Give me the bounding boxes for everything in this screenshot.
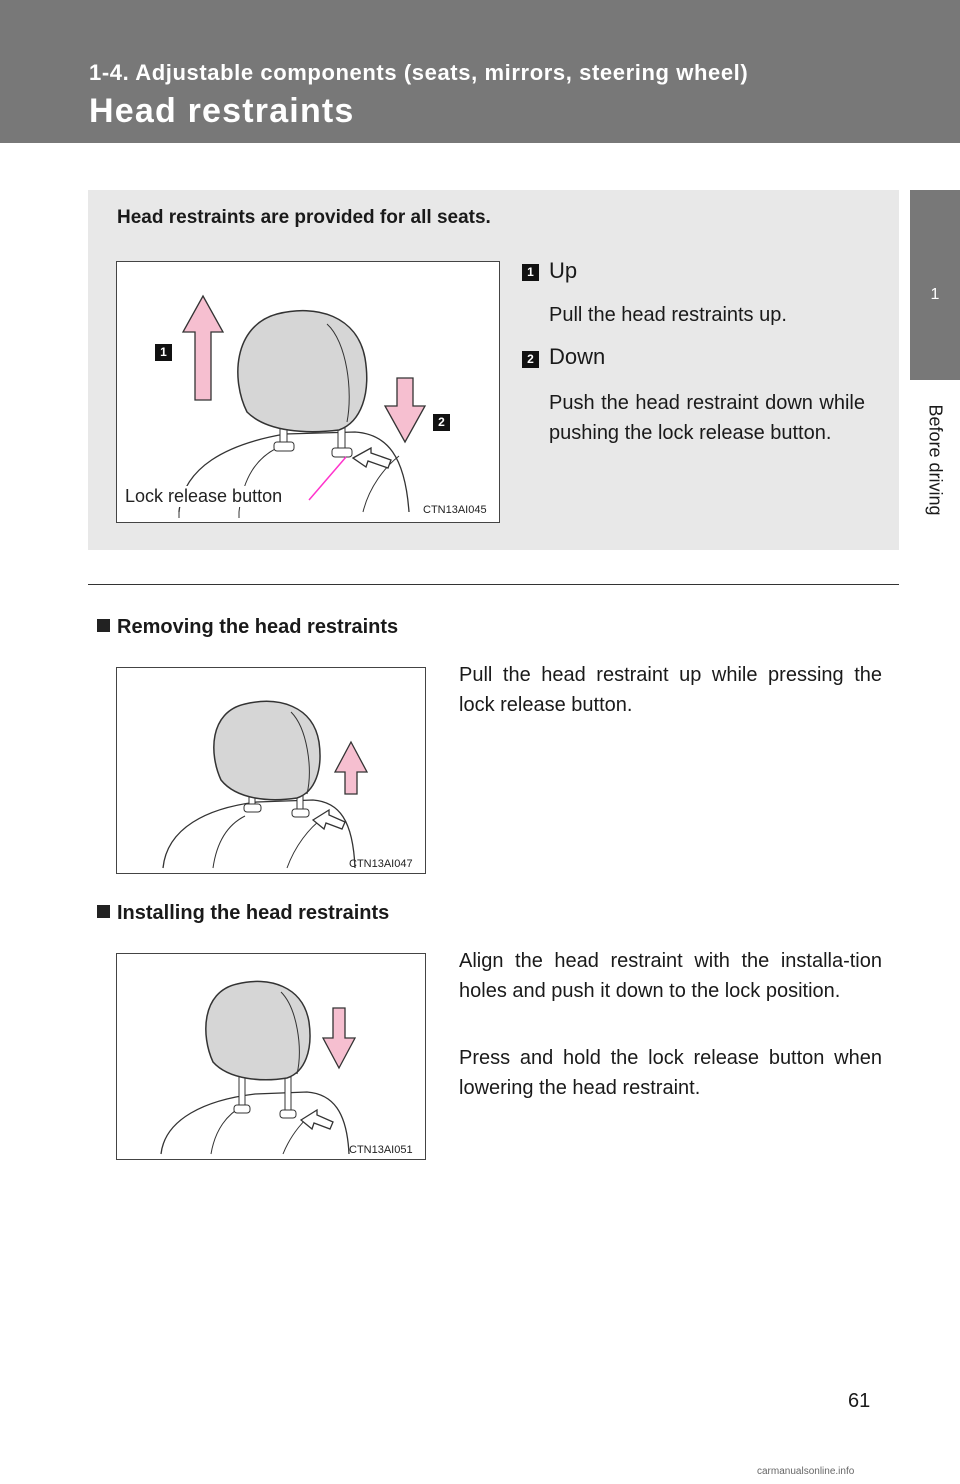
figure-installing (116, 953, 426, 1160)
chapter-label: Before driving (925, 404, 946, 516)
marker-up: 1 (155, 344, 172, 361)
installing-text-1: Align the head restraint with the installa-tion holes and push it down to the lock position. (459, 950, 882, 1002)
intro-text: Head restraints are provided for all seats. (117, 207, 491, 228)
figure-code: CTN13AI047 (349, 858, 413, 870)
installing-heading (97, 902, 389, 925)
down-arrow-icon (385, 378, 425, 442)
installing-text-2: Press and hold the lock release button when lowering the head restraint. (459, 1047, 882, 1099)
page-title: Head restraints (89, 92, 355, 130)
marker-down: 2 (433, 414, 450, 431)
installing-illustration (117, 954, 426, 1160)
chapter-number: 1 (930, 286, 940, 303)
figure-code: CTN13AI051 (349, 1144, 413, 1156)
down-arrow-icon (323, 1008, 355, 1068)
step-2-marker: 2 (522, 351, 539, 368)
figure-code: CTN13AI045 (423, 504, 487, 516)
step-1-marker: 1 (522, 264, 539, 281)
installing-heading-text: Installing the head restraints (117, 902, 390, 924)
lock-release-label: Lock release button (125, 486, 283, 506)
up-arrow-icon (183, 296, 223, 400)
chapter-tab (910, 190, 960, 380)
removing-heading-text: Removing the head restraints (117, 616, 399, 638)
step-1-title: Up (549, 258, 578, 283)
figure-removing (116, 667, 426, 874)
removing-text: Pull the head restraint up while pressing the lock release button. (459, 664, 882, 716)
figure-up-down (116, 261, 500, 523)
removing-illustration (117, 668, 426, 874)
page-header (0, 0, 960, 143)
watermark: carmanualsonline.info (757, 1466, 855, 1477)
removing-heading (97, 616, 398, 639)
step-1-text: Pull the head restraints up. (549, 304, 787, 326)
divider (88, 584, 899, 585)
step-2-title: Down (549, 344, 606, 369)
section-label: 1-4. Adjustable components (seats, mirrors, steering wheel) (89, 60, 749, 85)
step-2-text: Push the head restraint down while pushing the lock release button. (549, 392, 865, 444)
up-arrow-icon (335, 742, 367, 794)
head-restraint-illustration (117, 262, 500, 523)
page-number: 61 (848, 1390, 871, 1412)
